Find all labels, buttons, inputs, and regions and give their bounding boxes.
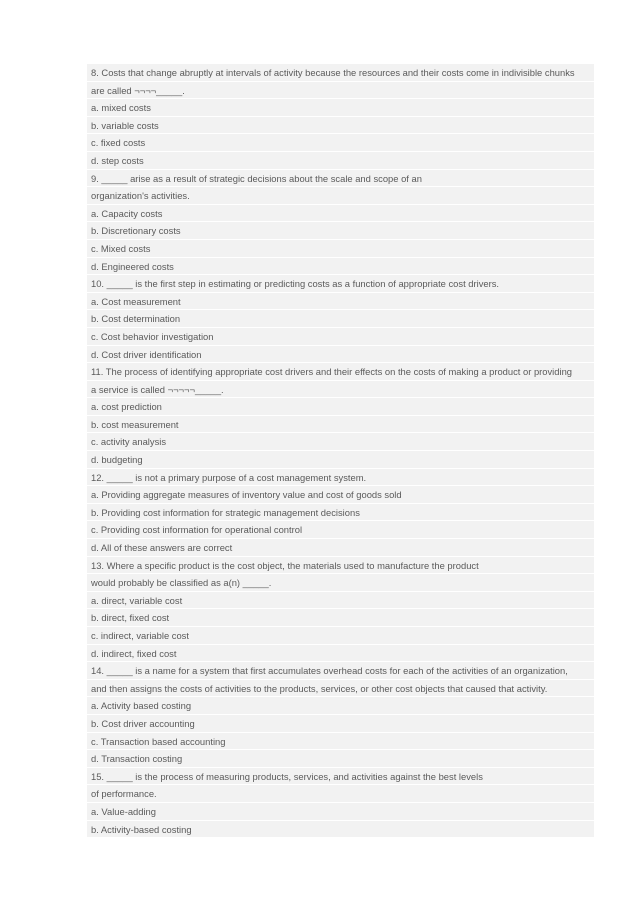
text-line: d. indirect, fixed cost: [87, 645, 594, 663]
text-line: b. Cost driver accounting: [87, 715, 594, 733]
text-line: a. Providing aggregate measures of inventory value and cost of goods sold: [87, 486, 594, 504]
text-line: a. mixed costs: [87, 99, 594, 117]
text-line: a. direct, variable cost: [87, 592, 594, 610]
text-line: of performance.: [87, 785, 594, 803]
text-line: b. Activity-based costing: [87, 821, 594, 839]
text-line: would probably be classified as a(n) _____.: [87, 574, 594, 592]
text-line: c. indirect, variable cost: [87, 627, 594, 645]
text-line: d. budgeting: [87, 451, 594, 469]
text-line: b. direct, fixed cost: [87, 609, 594, 627]
text-line: are called ¬¬¬¬_____.: [87, 82, 594, 100]
text-line: a. cost prediction: [87, 398, 594, 416]
text-line: b. Providing cost information for strategic management decisions: [87, 504, 594, 522]
text-line: c. Cost behavior investigation: [87, 328, 594, 346]
text-line: c. fixed costs: [87, 134, 594, 152]
text-line: b. cost measurement: [87, 416, 594, 434]
text-line: 14. _____ is a name for a system that first accumulates overhead costs for each of the activities of an organization,: [87, 662, 594, 680]
text-line: 8. Costs that change abruptly at intervals of activity because the resources and their costs come in indivisible chunks: [87, 64, 594, 82]
text-line: b. variable costs: [87, 117, 594, 135]
text-line: b. Discretionary costs: [87, 222, 594, 240]
text-line: a. Activity based costing: [87, 697, 594, 715]
text-line: d. Cost driver identification: [87, 346, 594, 364]
text-line: a. Cost measurement: [87, 293, 594, 311]
text-line: b. Cost determination: [87, 310, 594, 328]
text-line: a service is called ¬¬¬¬¬_____.: [87, 381, 594, 399]
text-line: d. Transaction costing: [87, 750, 594, 768]
text-line: 11. The process of identifying appropriate cost drivers and their effects on the costs of making a product or providing: [87, 363, 594, 381]
text-line: 9. _____ arise as a result of strategic decisions about the scale and scope of an: [87, 170, 594, 188]
text-line: d. Engineered costs: [87, 258, 594, 276]
text-line: a. Capacity costs: [87, 205, 594, 223]
text-line: and then assigns the costs of activities to the products, services, or other cost objects that caused that activity.: [87, 680, 594, 698]
text-line: 10. _____ is the first step in estimating or predicting costs as a function of appropriate cost drivers.: [87, 275, 594, 293]
text-line: c. Mixed costs: [87, 240, 594, 258]
text-line: a. Value-adding: [87, 803, 594, 821]
text-line: 15. _____ is the process of measuring products, services, and activities against the best levels: [87, 768, 594, 786]
text-line: c. Transaction based accounting: [87, 733, 594, 751]
text-line: 13. Where a specific product is the cost object, the materials used to manufacture the product: [87, 557, 594, 575]
text-line: c. activity analysis: [87, 433, 594, 451]
text-line: 12. _____ is not a primary purpose of a cost management system.: [87, 469, 594, 487]
question-list: [87, 64, 594, 838]
text-line: d. step costs: [87, 152, 594, 170]
text-line: c. Providing cost information for operational control: [87, 521, 594, 539]
text-line: organization's activities.: [87, 187, 594, 205]
text-line: d. All of these answers are correct: [87, 539, 594, 557]
